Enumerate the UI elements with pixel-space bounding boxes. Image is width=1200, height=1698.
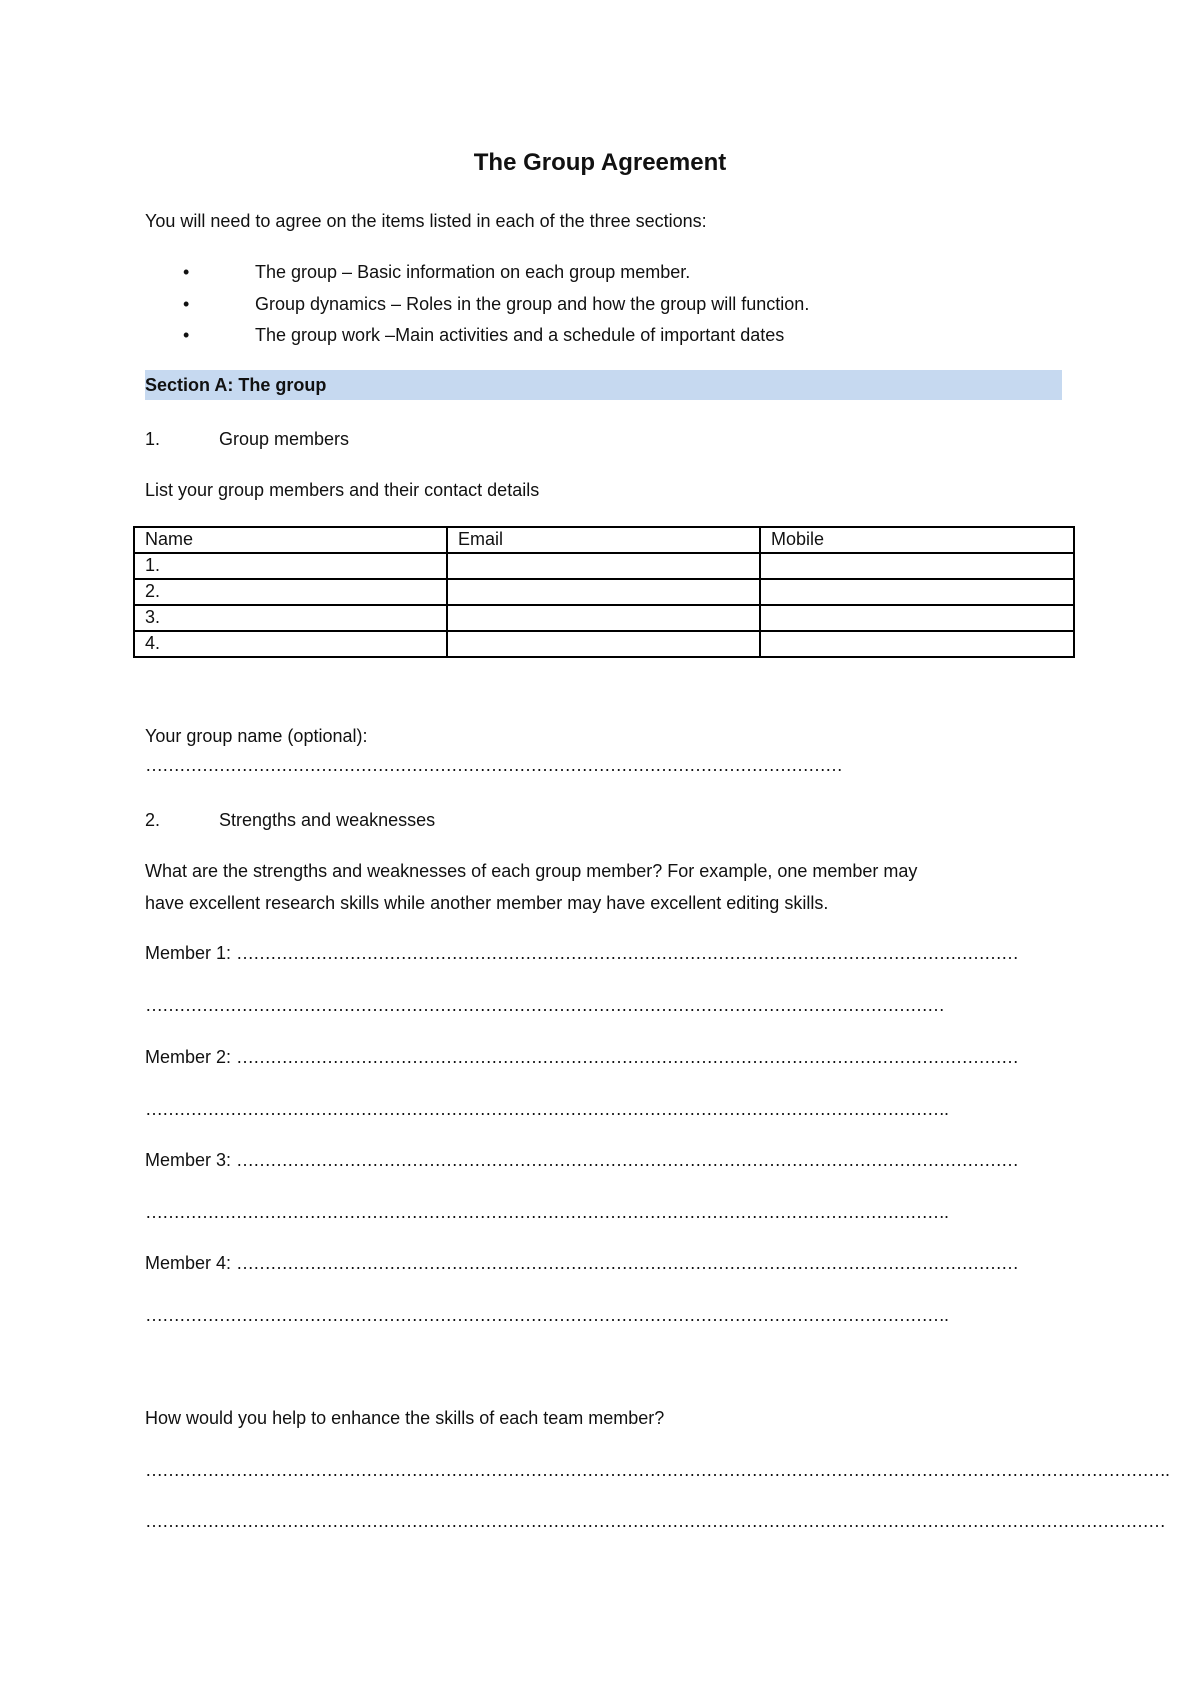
member-strength-line[interactable]: ………………………………………………………………………………………………………………………… bbox=[236, 1150, 1019, 1170]
member-name-cell[interactable]: 1. bbox=[134, 553, 447, 579]
member-mobile-cell[interactable] bbox=[760, 605, 1074, 631]
bullet-icon: • bbox=[183, 262, 190, 282]
header-name: Name bbox=[134, 527, 447, 553]
item-2-question: have excellent research skills while another member may have excellent editing skills. bbox=[145, 893, 829, 913]
member-strength-line[interactable]: ………………………………………………………………………………………………………………………… bbox=[236, 1047, 1019, 1067]
item-1-number: 1. bbox=[145, 429, 161, 449]
member-email-cell[interactable] bbox=[447, 605, 760, 631]
intro-text: You will need to agree on the items listed in each of the three sections: bbox=[145, 211, 707, 231]
member-strength-line[interactable]: ………………………………………………………………………………………………………………………… bbox=[236, 1253, 1019, 1273]
bullet-icon: • bbox=[183, 325, 190, 345]
bullet-item: The group work –Main activities and a schedule of important dates bbox=[255, 325, 785, 345]
enhance-answer-line[interactable]: ……………………………………………………………………………………………………………………………………………………………… bbox=[145, 1511, 1165, 1531]
item-1-heading: Group members bbox=[219, 429, 350, 449]
member-4-line bbox=[145, 1251, 1019, 1275]
member-mobile-cell[interactable] bbox=[760, 579, 1074, 605]
member-1-line bbox=[145, 941, 1019, 965]
member-3-line bbox=[145, 1148, 1019, 1172]
group-name-line[interactable]: …………………………………………………………………………………………………………… bbox=[145, 755, 842, 775]
table-row bbox=[134, 553, 1074, 579]
item-2-number: 2. bbox=[145, 810, 161, 830]
member-name-cell[interactable]: 3. bbox=[134, 605, 447, 631]
header-email: Email bbox=[447, 527, 760, 553]
enhance-question: How would you help to enhance the skills of each team member? bbox=[145, 1408, 665, 1428]
section-a-header bbox=[145, 370, 1062, 400]
bullet-icon: • bbox=[183, 294, 190, 314]
group-name-label: Your group name (optional): bbox=[145, 726, 368, 746]
member-email-cell[interactable] bbox=[447, 553, 760, 579]
member-email-cell[interactable] bbox=[447, 579, 760, 605]
bullet-item: The group – Basic information on each group member. bbox=[255, 262, 691, 282]
table-header-row bbox=[134, 527, 1074, 553]
table-row bbox=[134, 579, 1074, 605]
member-name-cell[interactable]: 4. bbox=[134, 631, 447, 657]
member-mobile-cell[interactable] bbox=[760, 631, 1074, 657]
section-a-label: Section A: The group bbox=[145, 375, 327, 395]
bullet-item: Group dynamics – Roles in the group and how the group will function. bbox=[255, 294, 810, 314]
member-name-cell[interactable]: 2. bbox=[134, 579, 447, 605]
page-title: The Group Agreement bbox=[473, 149, 727, 176]
member-mobile-cell[interactable] bbox=[760, 553, 1074, 579]
item-2-question: What are the strengths and weaknesses of each group member? For example, one member may bbox=[145, 861, 918, 881]
member-strength-line[interactable]: ………………………………………………………………………………………………………………………… bbox=[236, 943, 1019, 963]
header-mobile: Mobile bbox=[760, 527, 1074, 553]
member-label: Member 2: bbox=[145, 1047, 232, 1067]
member-2-line bbox=[145, 1045, 1019, 1069]
table-row bbox=[134, 631, 1074, 657]
member-email-cell[interactable] bbox=[447, 631, 760, 657]
member-weakness-line[interactable]: ……………………………………………………………………………………………………………………………. bbox=[145, 1305, 949, 1325]
member-weakness-line[interactable]: ……………………………………………………………………………………………………………………………. bbox=[145, 1202, 949, 1222]
member-label: Member 4: bbox=[145, 1253, 232, 1273]
member-weakness-line[interactable]: …………………………………………………………………………………………………………………………… bbox=[145, 995, 944, 1015]
enhance-answer-line[interactable]: ………………………………………………………………………………………………………………………………………………………………. bbox=[145, 1460, 1170, 1480]
member-weakness-line[interactable]: ……………………………………………………………………………………………………………………………. bbox=[145, 1099, 949, 1119]
item-2-heading: Strengths and weaknesses bbox=[219, 810, 436, 830]
member-label: Member 1: bbox=[145, 943, 232, 963]
member-label: Member 3: bbox=[145, 1150, 232, 1170]
table-row bbox=[134, 605, 1074, 631]
item-1-instruction: List your group members and their contact details bbox=[145, 480, 540, 500]
members-table bbox=[133, 526, 1075, 658]
